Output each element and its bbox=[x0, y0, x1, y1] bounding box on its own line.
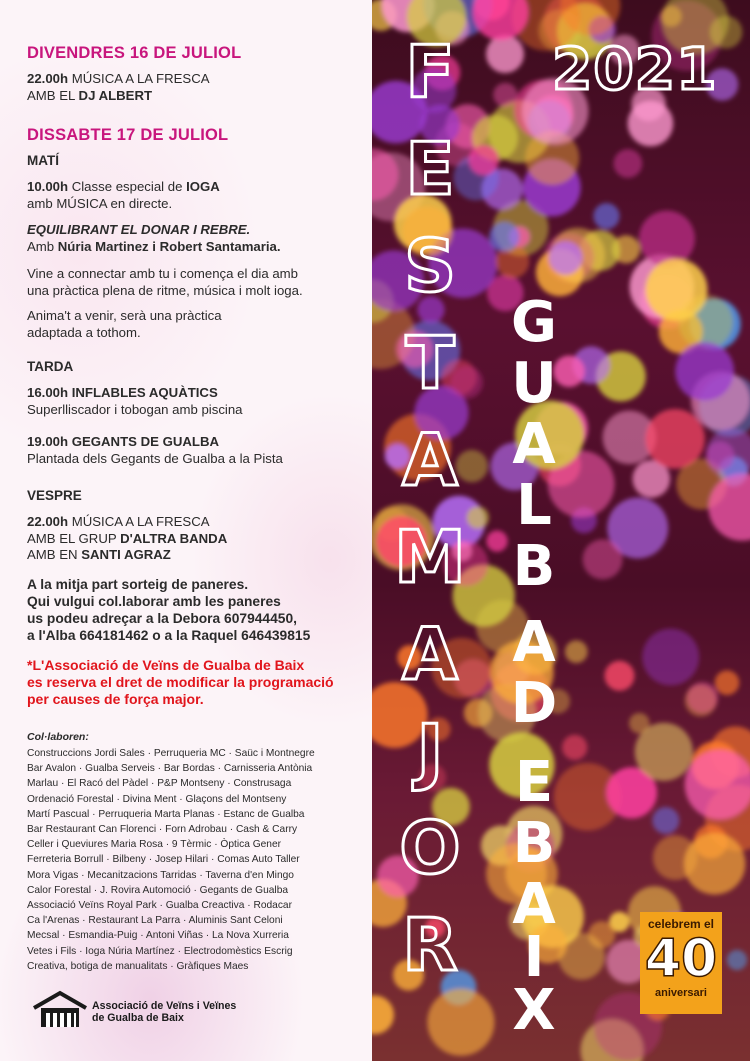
collaborators-line: Bar Avalon · Gualba Serveis · Bar Bordas · Carnisseria Antònia bbox=[27, 763, 313, 775]
friday-line2: AMB EL bbox=[27, 87, 79, 103]
bokeh-light bbox=[489, 222, 519, 252]
friday-dj: DJ ALBERT bbox=[78, 87, 153, 103]
year-title: 2021 bbox=[552, 35, 718, 103]
bokeh-light bbox=[588, 921, 615, 948]
tarda-event2 bbox=[27, 434, 283, 467]
bokeh-light bbox=[675, 342, 734, 401]
mati-time: 10.00h bbox=[27, 179, 69, 194]
gualba-de-baix-letter: B bbox=[512, 811, 556, 876]
raffle-line: Qui vulgui col.laborar amb les paneres bbox=[27, 594, 281, 609]
bokeh-light bbox=[493, 83, 517, 107]
bokeh-light bbox=[715, 670, 740, 695]
badge-top-text: celebrem el bbox=[647, 917, 715, 931]
collaborators-line: Ordenació Forestal · Divina Ment · Glaçons del Montseny bbox=[27, 793, 287, 805]
mati-desc1 bbox=[27, 266, 303, 299]
gualba-de-baix-letter: I bbox=[523, 925, 545, 990]
festa-major-letter: M bbox=[394, 515, 466, 599]
association-name bbox=[92, 1000, 236, 1024]
gualba-de-baix-letter: A bbox=[512, 610, 556, 675]
bokeh-light bbox=[565, 640, 588, 663]
tarda-ev2-title: 19.00h GEGANTS DE GUALBA bbox=[27, 434, 219, 449]
bokeh-light bbox=[684, 833, 746, 895]
vespre-line3: AMB EN bbox=[27, 547, 82, 562]
friday-heading: DIVENDRES 16 DE JULIOL bbox=[27, 44, 242, 62]
tarda-label: TARDA bbox=[27, 359, 74, 374]
vespre-label: VESPRE bbox=[27, 488, 82, 503]
mati-label: MATÍ bbox=[27, 153, 59, 168]
disclaimer-line: *L'Associació de Veïns de Gualba de Baix bbox=[27, 657, 305, 673]
bokeh-light bbox=[628, 101, 674, 147]
collaborators-line: Ferreteria Borrull · Bilbeny · Josep Hilari · Comas Auto Taller bbox=[27, 854, 300, 866]
gualba-de-baix-letter: U bbox=[511, 351, 557, 416]
raffle-info bbox=[27, 576, 310, 644]
festa-major-letter: A bbox=[402, 418, 458, 502]
mati-line2: amb MÚSICA en directe. bbox=[27, 195, 173, 211]
tarda-ev1-desc: Superlliscador i tobogan amb piscina bbox=[27, 401, 243, 417]
saturday-heading: DISSABTE 17 DE JULIOL bbox=[27, 126, 229, 144]
association-logo bbox=[32, 990, 352, 1030]
bokeh-light bbox=[642, 629, 699, 686]
gualba-de-baix-letter: G bbox=[511, 290, 557, 355]
mati-desc1a: Vine a connectar amb tu i comença el dia amb bbox=[27, 266, 298, 281]
collaborators-line: Martí Pascual · Perruqueria Marta Planas · Estanc de Gualba bbox=[27, 808, 305, 820]
festa-major-letter: A bbox=[402, 612, 458, 696]
disclaimer-line: es reserva el dret de modificar la programació bbox=[27, 674, 334, 690]
gualba-de-baix-letter: X bbox=[512, 978, 556, 1043]
collaborators-line: Construccions Jordi Sales · Perruqueria MC · Saüc i Montnegre bbox=[27, 748, 315, 759]
friday-line1: MÚSICA A LA FRESCA bbox=[68, 71, 210, 86]
mati-line1: Classe especial de bbox=[68, 179, 187, 194]
bokeh-light bbox=[645, 409, 705, 469]
collaborators-line: Vetes i Fils · Ioga Núria Martínez · Electrodomèstics Escrig bbox=[27, 945, 293, 957]
tarda-event1 bbox=[27, 385, 243, 418]
bokeh-light bbox=[427, 989, 494, 1056]
vespre-band: D'ALTRA BANDA bbox=[120, 530, 228, 546]
vespre-line2: AMB EL GRUP bbox=[27, 530, 121, 546]
bokeh-light bbox=[486, 35, 524, 73]
mati-desc2b: adaptada a tothom. bbox=[27, 324, 141, 340]
bokeh-light bbox=[593, 203, 619, 229]
collaborators-line: Associació Veïns Royal Park · Gualba Creactiva · Rodacar bbox=[27, 900, 292, 912]
mati-desc2 bbox=[27, 308, 222, 341]
association-line2: de Gualba de Baix bbox=[92, 1012, 184, 1024]
collaborators-line: Celler i Queviures Maria Rosa · 9 Tèrmic · Òptica Gener bbox=[27, 839, 282, 851]
raffle-line: us podeu adreçar a la Debora 607944450, bbox=[27, 611, 297, 626]
badge-number: 40 bbox=[644, 929, 718, 989]
vespre-line1: MÚSICA A LA FRESCA bbox=[68, 514, 210, 529]
raffle-line: a l'Alba 664181462 o a la Raquel 646439815 bbox=[27, 628, 311, 643]
bokeh-light bbox=[605, 661, 635, 691]
bokeh-light bbox=[468, 145, 499, 176]
tarda-ev2-desc: Plantada dels Gegants de Gualba a la Pista bbox=[27, 450, 283, 466]
bokeh-light bbox=[639, 211, 695, 267]
disclaimer bbox=[27, 657, 334, 708]
bokeh-light bbox=[645, 259, 707, 321]
festa-major-letter: S bbox=[404, 224, 456, 308]
collaborators-line: Marlau · El Racó del Pàdel · P&P Montseny · Construsaga bbox=[27, 778, 292, 790]
mati-teachers: Núria Martinez i Robert Santamaria. bbox=[57, 238, 281, 254]
raffle-line: A la mitja part sorteig de paneres. bbox=[27, 577, 249, 592]
mati-ioga: IOGA bbox=[186, 179, 220, 194]
friday-event bbox=[27, 71, 210, 104]
program-column bbox=[0, 0, 372, 1061]
collaborators-title: Col·laboren: bbox=[27, 731, 89, 743]
mati-desc1b: una pràctica plena de ritme, música i molt ioga. bbox=[27, 282, 303, 298]
mati-title-block bbox=[27, 222, 281, 255]
festa-major-letter: O bbox=[399, 806, 461, 890]
badge-bottom-text: aniversari bbox=[655, 987, 707, 999]
vespre-time: 22.00h bbox=[27, 514, 69, 529]
gualba-de-baix-letter: A bbox=[512, 412, 556, 477]
vespre-event bbox=[27, 514, 227, 564]
friday-time: 22.00h bbox=[27, 71, 69, 86]
bokeh-light bbox=[687, 682, 718, 713]
bokeh-light bbox=[372, 995, 394, 1034]
bokeh-light bbox=[583, 539, 623, 579]
festa-major-letter: R bbox=[402, 903, 458, 987]
festa-major-letter: E bbox=[405, 127, 455, 211]
house-icon bbox=[32, 990, 88, 1030]
collaborators-line: Creativa, botiga de manualitats · Gràfiques Maes bbox=[27, 960, 249, 972]
collaborators-line: Bar Restaurant Can Florenci · Forn Adrobau · Cash & Carry bbox=[27, 824, 298, 836]
festa-major-letter: F bbox=[405, 30, 455, 114]
gualba-de-baix-letter: D bbox=[510, 671, 558, 736]
festa-major-letter: T bbox=[405, 321, 455, 405]
mati-title: EQUILIBRANT EL DONAR I REBRE. bbox=[27, 222, 251, 237]
collaborators-line: Ca l'Arenas · Restaurant La Parra · Aluminis Sant Celoni bbox=[27, 915, 283, 927]
gualba-de-baix-letter: A bbox=[512, 872, 556, 937]
mati-yoga bbox=[27, 179, 220, 212]
mati-desc2a: Anima't a venir, serà una pràctica bbox=[27, 308, 222, 323]
collaborators-list bbox=[27, 746, 367, 974]
anniversary-badge bbox=[640, 912, 722, 1014]
bokeh-light bbox=[614, 149, 643, 178]
disclaimer-line: per causes de força major. bbox=[27, 691, 204, 707]
festa-major-letter: J bbox=[416, 709, 444, 793]
gualba-de-baix-letter: E bbox=[514, 750, 554, 815]
collaborators-line: Calor Forestal · J. Rovira Automoció · Gegants de Gualba bbox=[27, 884, 289, 896]
association-line1: Associació de Veïns i Veïnes bbox=[92, 1000, 237, 1012]
gualba-de-baix-letter: B bbox=[512, 534, 556, 599]
bokeh-light bbox=[635, 723, 693, 781]
mati-with: Amb bbox=[27, 238, 58, 254]
bokeh-light bbox=[727, 950, 747, 970]
vespre-singer: SANTI AGRAZ bbox=[81, 547, 171, 562]
collaborators-line: Mora Vigas · Mecanitzacions Tarridas · Taverna d'en Mingo bbox=[27, 869, 294, 881]
tarda-ev1-title: 16.00h INFLABLES AQUÀTICS bbox=[27, 385, 218, 400]
bokeh-light bbox=[652, 807, 679, 834]
gualba-de-baix-letter: L bbox=[516, 473, 552, 538]
collaborators-line: Mecsal · Esmandia-Puig · Antoni Viñas · La Nova Xurreria bbox=[27, 930, 289, 942]
poster-artwork bbox=[372, 0, 750, 1061]
bokeh-light bbox=[549, 241, 583, 275]
